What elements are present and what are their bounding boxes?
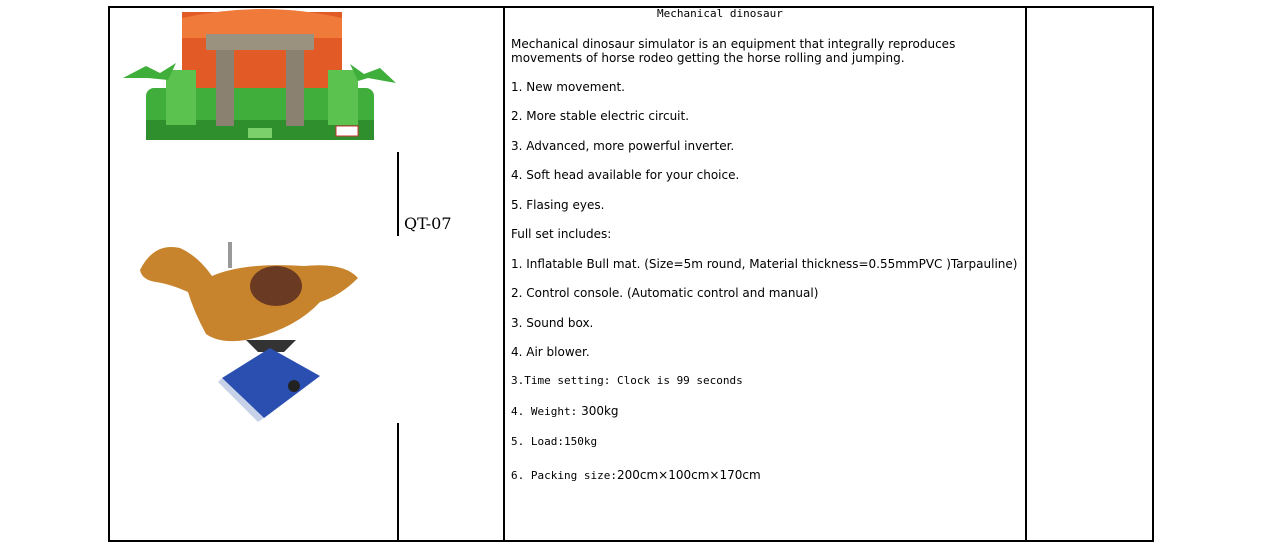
feature-item: 5. Flasing eyes.	[511, 198, 605, 212]
inflatable-mat-image	[118, 8, 402, 144]
divider-code-left-top	[397, 152, 399, 236]
spec-label: 4. Weight:	[511, 405, 578, 418]
set-item: 3. Sound box.	[511, 316, 594, 330]
set-item: 4. Air blower.	[511, 345, 590, 359]
divider-desc-right	[1025, 6, 1027, 542]
divider-code-left-bottom	[397, 423, 399, 542]
feature-item: 3. Advanced, more powerful inverter.	[511, 139, 735, 153]
set-heading: Full set includes:	[511, 227, 612, 241]
spec-value: 200cm×100cm×170cm	[616, 468, 761, 482]
spec-load	[511, 434, 597, 448]
spec-weight	[511, 404, 619, 418]
set-item: 2. Control console. (Automatic control and manual)	[511, 286, 819, 300]
mechanical-dinosaur-image	[134, 240, 364, 422]
spec-label: 6. Packing size:	[511, 469, 617, 482]
spec-packing	[511, 468, 761, 482]
set-item: 1. Inflatable Bull mat. (Size=5m round, Material thickness=0.55mmPVC )Tarpauline)	[511, 257, 1018, 271]
spec-value: 300kg	[581, 404, 619, 418]
divider-code-right	[503, 6, 505, 542]
product-intro: Mechanical dinosaur simulator is an equipment that integrally reproduces movements of horse rodeo getting the horse rolling and jumping.	[511, 37, 956, 65]
spec-label: 5. Load:	[511, 435, 564, 448]
feature-item: 2. More stable electric circuit.	[511, 109, 690, 123]
feature-item: 4. Soft head available for your choice.	[511, 168, 740, 182]
spec-time	[511, 374, 743, 387]
product-title: Mechanical dinosaur	[657, 7, 783, 20]
feature-item: 1. New movement.	[511, 80, 625, 94]
spec-value: 150kg	[563, 435, 598, 448]
spec-label: 3.Time setting: Clock is 99 seconds	[511, 374, 743, 387]
product-code: QT-07	[404, 214, 452, 233]
